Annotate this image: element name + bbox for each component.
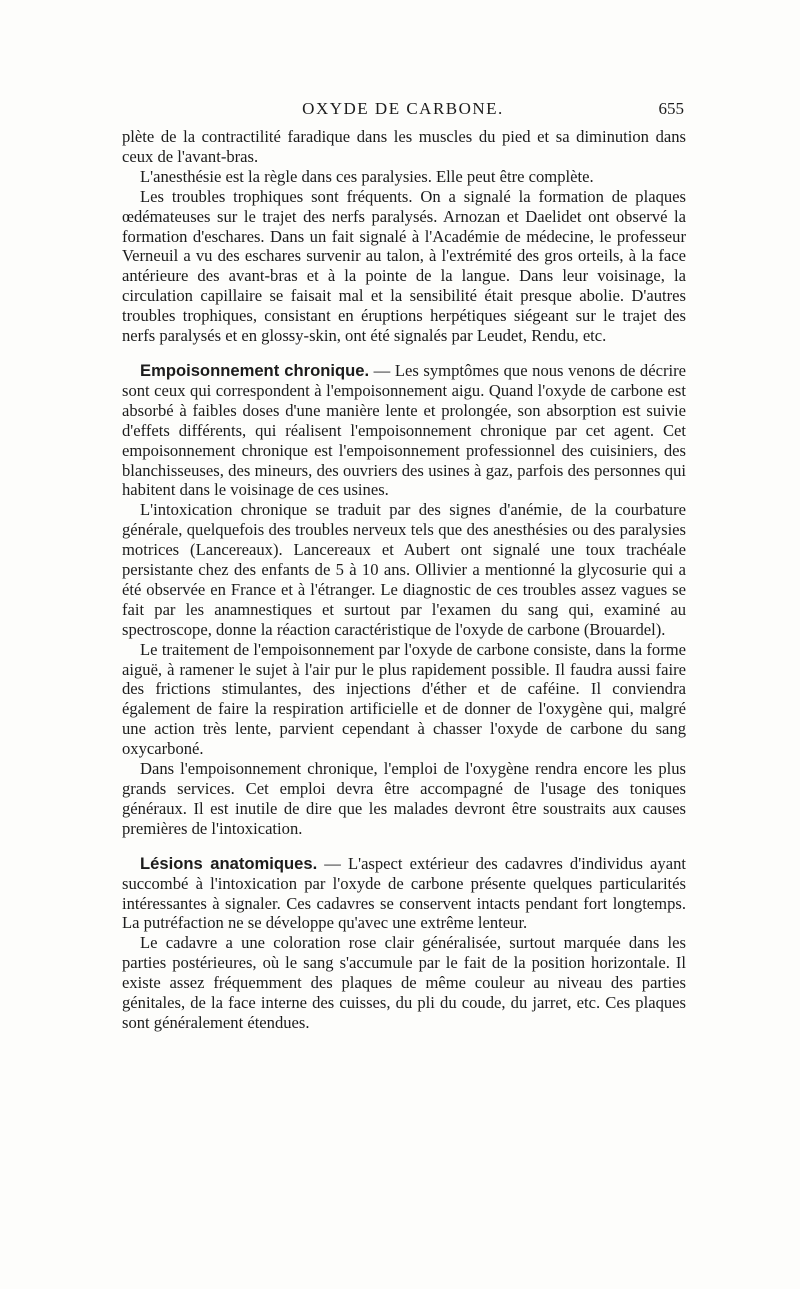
paragraph: [122, 167, 686, 187]
section-heading: Empoisonnement chronique.: [140, 360, 370, 380]
paragraph-text: Le cadavre a une coloration rose clair généralisée, surtout marquée dans les parties postérieures, où le sang s'accumule par le fait de la position horizontale. Il existe assez fréquemment des plaques de même couleur au niveau des parties génitales, de la face interne des cuisses, du pli du coude, du jarret, etc. Ces plaques sont généralement étendues.: [122, 933, 686, 1032]
page-number: 655: [658, 99, 684, 118]
page-header: [122, 99, 684, 121]
paragraph: [122, 933, 686, 1033]
paragraph: [122, 759, 686, 839]
paragraph: [122, 127, 686, 167]
section-heading: Lésions anatomiques.: [140, 853, 318, 873]
section-paragraph: [122, 854, 686, 934]
running-title: OXYDE DE CARBONE.: [302, 99, 504, 118]
paragraph: [122, 187, 686, 346]
paragraph-text: L'anesthésie est la règle dans ces paralysies. Elle peut être complète.: [140, 166, 594, 186]
paragraph-text: Dans l'empoisonnement chronique, l'emploi de l'oxygène rendra encore les plus grands services. Cet emploi devra être accompagné de l'usage des toniques généraux. Il est inutile de dire que les malades devront être soustraits aux causes premières de l'intoxication.: [122, 759, 686, 838]
paragraph: [122, 500, 686, 639]
section-paragraph: [122, 361, 686, 500]
paragraph-text: L'intoxication chronique se traduit par des signes d'anémie, de la courbature générale, quelquefois des troubles nerveux tels que des anesthésies ou des paralysies motrices (Lancereaux). Lancereaux et Aubert ont signalé une toux trachéale persistante chez des enfants de 5 à 10 ans. Ollivier a mentionné la glycosurie qui a été observée en France et à l'étranger. Le diagnostic de ces troubles assez vagues se fait par les anamnestiques et surtout par l'examen du sang qui, examiné au spectroscope, donne la réaction caractéristique de l'oxyde de carbone (Brouardel).: [122, 500, 686, 639]
paragraph-text: — L'aspect extérieur des cadavres d'individus ayant succombé à l'intoxication par l'oxyde de carbone présente quelques particularités intéressantes à signaler. Ces cadavres se conservent intacts pendant fort longtemps. La putréfaction ne se développe qu'avec une extrême lenteur.: [122, 853, 686, 933]
paragraph-text: Les troubles trophiques sont fréquents. On a signalé la formation de plaques œdémateuses sur le trajet des nerfs paralysés. Arnozan et Daelidet ont observé la formation d'eschares. Dans un fait signalé à l'Académie de médecine, le professeur Verneuil a vu des eschares survenir au talon, à l'extrémité des gros orteils, à la face antérieure des avant-bras et à la pointe de la langue. Dans leur voisinage, la circulation capillaire se faisait mal et la sensibilité était presque abolie. D'autres troubles trophiques, consistant en éruptions herpétiques siégeant sur le trajet des nerfs paralysés et en glossy-skin, ont été signalés par Leudet, Rendu, etc.: [122, 186, 686, 346]
paragraph-text: plète de la contractilité faradique dans les muscles du pied et sa diminution dans ceux de l'avant-bras.: [122, 127, 686, 166]
paragraph-text: — Les symptômes que nous venons de décrire sont ceux qui correspondent à l'empoisonnement aigu. Quand l'oxyde de carbone est absorbé à faibles doses d'une manière lente et prolongée, son absorption est suivie d'effets différents, qui réalisent l'empoisonnement chronique par cet agent. Cet empoisonnement chronique est l'empoisonnement professionnel des cuisiniers, des blanchisseuses, des mineurs, des ouvriers des usines à gaz, parfois des personnes qui habitent dans le voisinage de ces usines.: [122, 360, 686, 500]
paragraph-text: Le traitement de l'empoisonnement par l'oxyde de carbone consiste, dans la forme aiguë, à ramener le sujet à l'air pur le plus rapidement possible. Il faudra aussi faire des frictions stimulantes, des injections d'éther et de caféine. Il conviendra également de faire la respiration artificielle et de donner de l'oxygène qui, malgré une action très lente, parvient cependant à chasser l'oxyde de carbone du sang oxycarboné.: [122, 639, 686, 759]
paragraph: [122, 640, 686, 759]
body-text: [122, 127, 686, 1033]
